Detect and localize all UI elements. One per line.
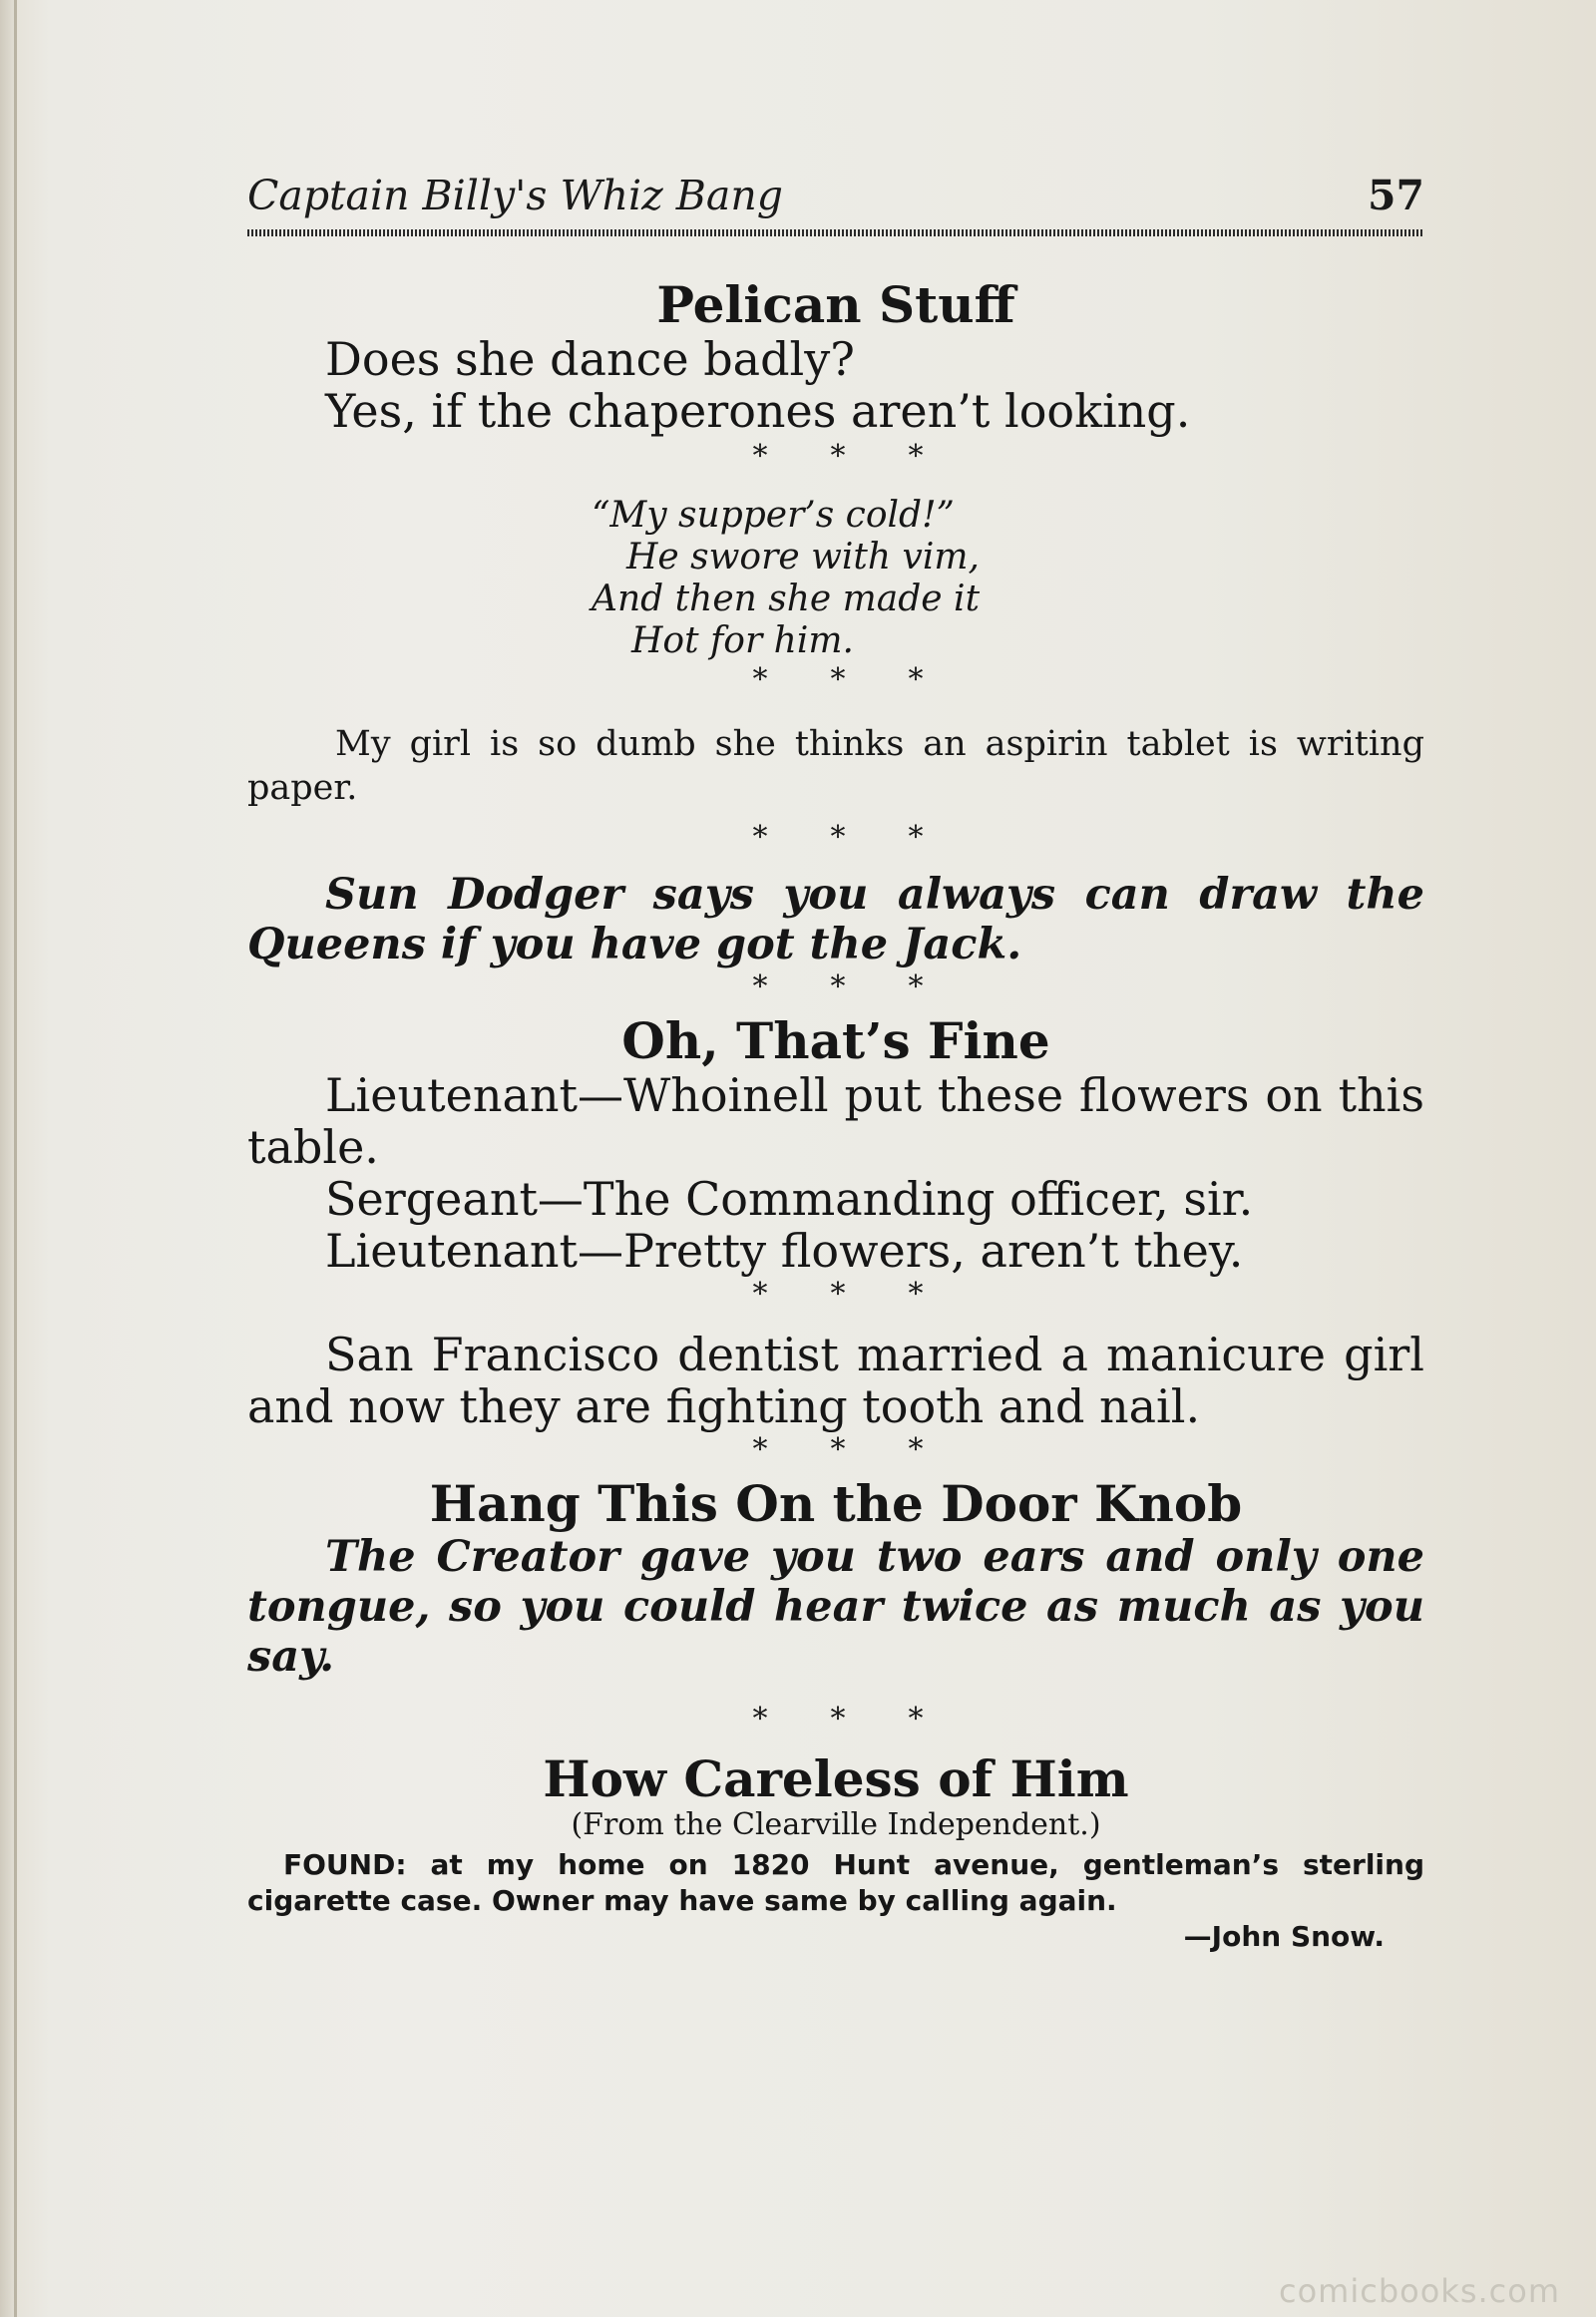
careless-source: (From the Clearville Independent.) — [571, 1807, 1101, 1842]
thats-fine-line-2: Sergeant—The Commanding officer, sir. — [325, 1172, 1254, 1226]
separator: * * * — [752, 439, 924, 474]
separator: * * * — [752, 1702, 924, 1737]
spine-edge — [14, 0, 17, 2317]
aspirin-joke: My girl is so dumb she thinks an aspirin tablet is writing paper. — [247, 724, 1424, 808]
running-header — [247, 172, 1424, 229]
thats-fine-line-1: Lieutenant—Whoinell put these flowers on this table. — [247, 1068, 1424, 1174]
pelican-stuff-title: Pelican Stuff — [656, 275, 1015, 334]
page-content — [247, 277, 1424, 1955]
careless-signature: —John Snow. — [1183, 1920, 1385, 1953]
separator: * * * — [752, 820, 924, 855]
verse-line-2: He swore with vim, — [626, 537, 980, 578]
separator: * * * — [752, 662, 924, 697]
dentist-joke: San Francisco dentist married a manicure girl and now they are fighting tooth and nail. — [247, 1328, 1424, 1433]
thats-fine-line-3: Lieutenant—Pretty flowers, aren’t they. — [325, 1224, 1244, 1278]
door-knob-text: The Creator gave you two ears and only one tongue, so you could hear twice as much as you say. — [247, 1532, 1424, 1682]
door-knob-title: Hang This On the Door Knob — [429, 1474, 1243, 1533]
separator: * * * — [752, 969, 924, 1004]
thats-fine-title: Oh, That’s Fine — [621, 1011, 1050, 1070]
careless-title: How Careless of Him — [543, 1749, 1129, 1808]
careless-ad-text: FOUND: at my home on 1820 Hunt avenue, gentleman’s sterling cigarette case. Owner may have same by calling again. — [247, 1848, 1424, 1917]
separator: * * * — [752, 1277, 924, 1312]
sun-dodger-joke: Sun Dodger says you always can draw the Queens if you have got the Jack. — [247, 870, 1424, 969]
verse-line-1: “My supper’s cold!” — [592, 495, 955, 536]
separator: * * * — [752, 1432, 924, 1467]
watermark: comicbooks.com — [1278, 2272, 1560, 2310]
running-header-title: Captain Billy's Whiz Bang — [247, 172, 784, 219]
verse-line-3: And then she made it — [592, 579, 981, 619]
verse-line-4: Hot for him. — [631, 620, 854, 661]
pelican-stuff-line-2: Yes, if the chaperones aren’t looking. — [325, 384, 1191, 438]
header-rule — [247, 229, 1424, 236]
pelican-stuff-line-1: Does she dance badly? — [325, 332, 855, 386]
page-number: 57 — [1367, 172, 1424, 219]
